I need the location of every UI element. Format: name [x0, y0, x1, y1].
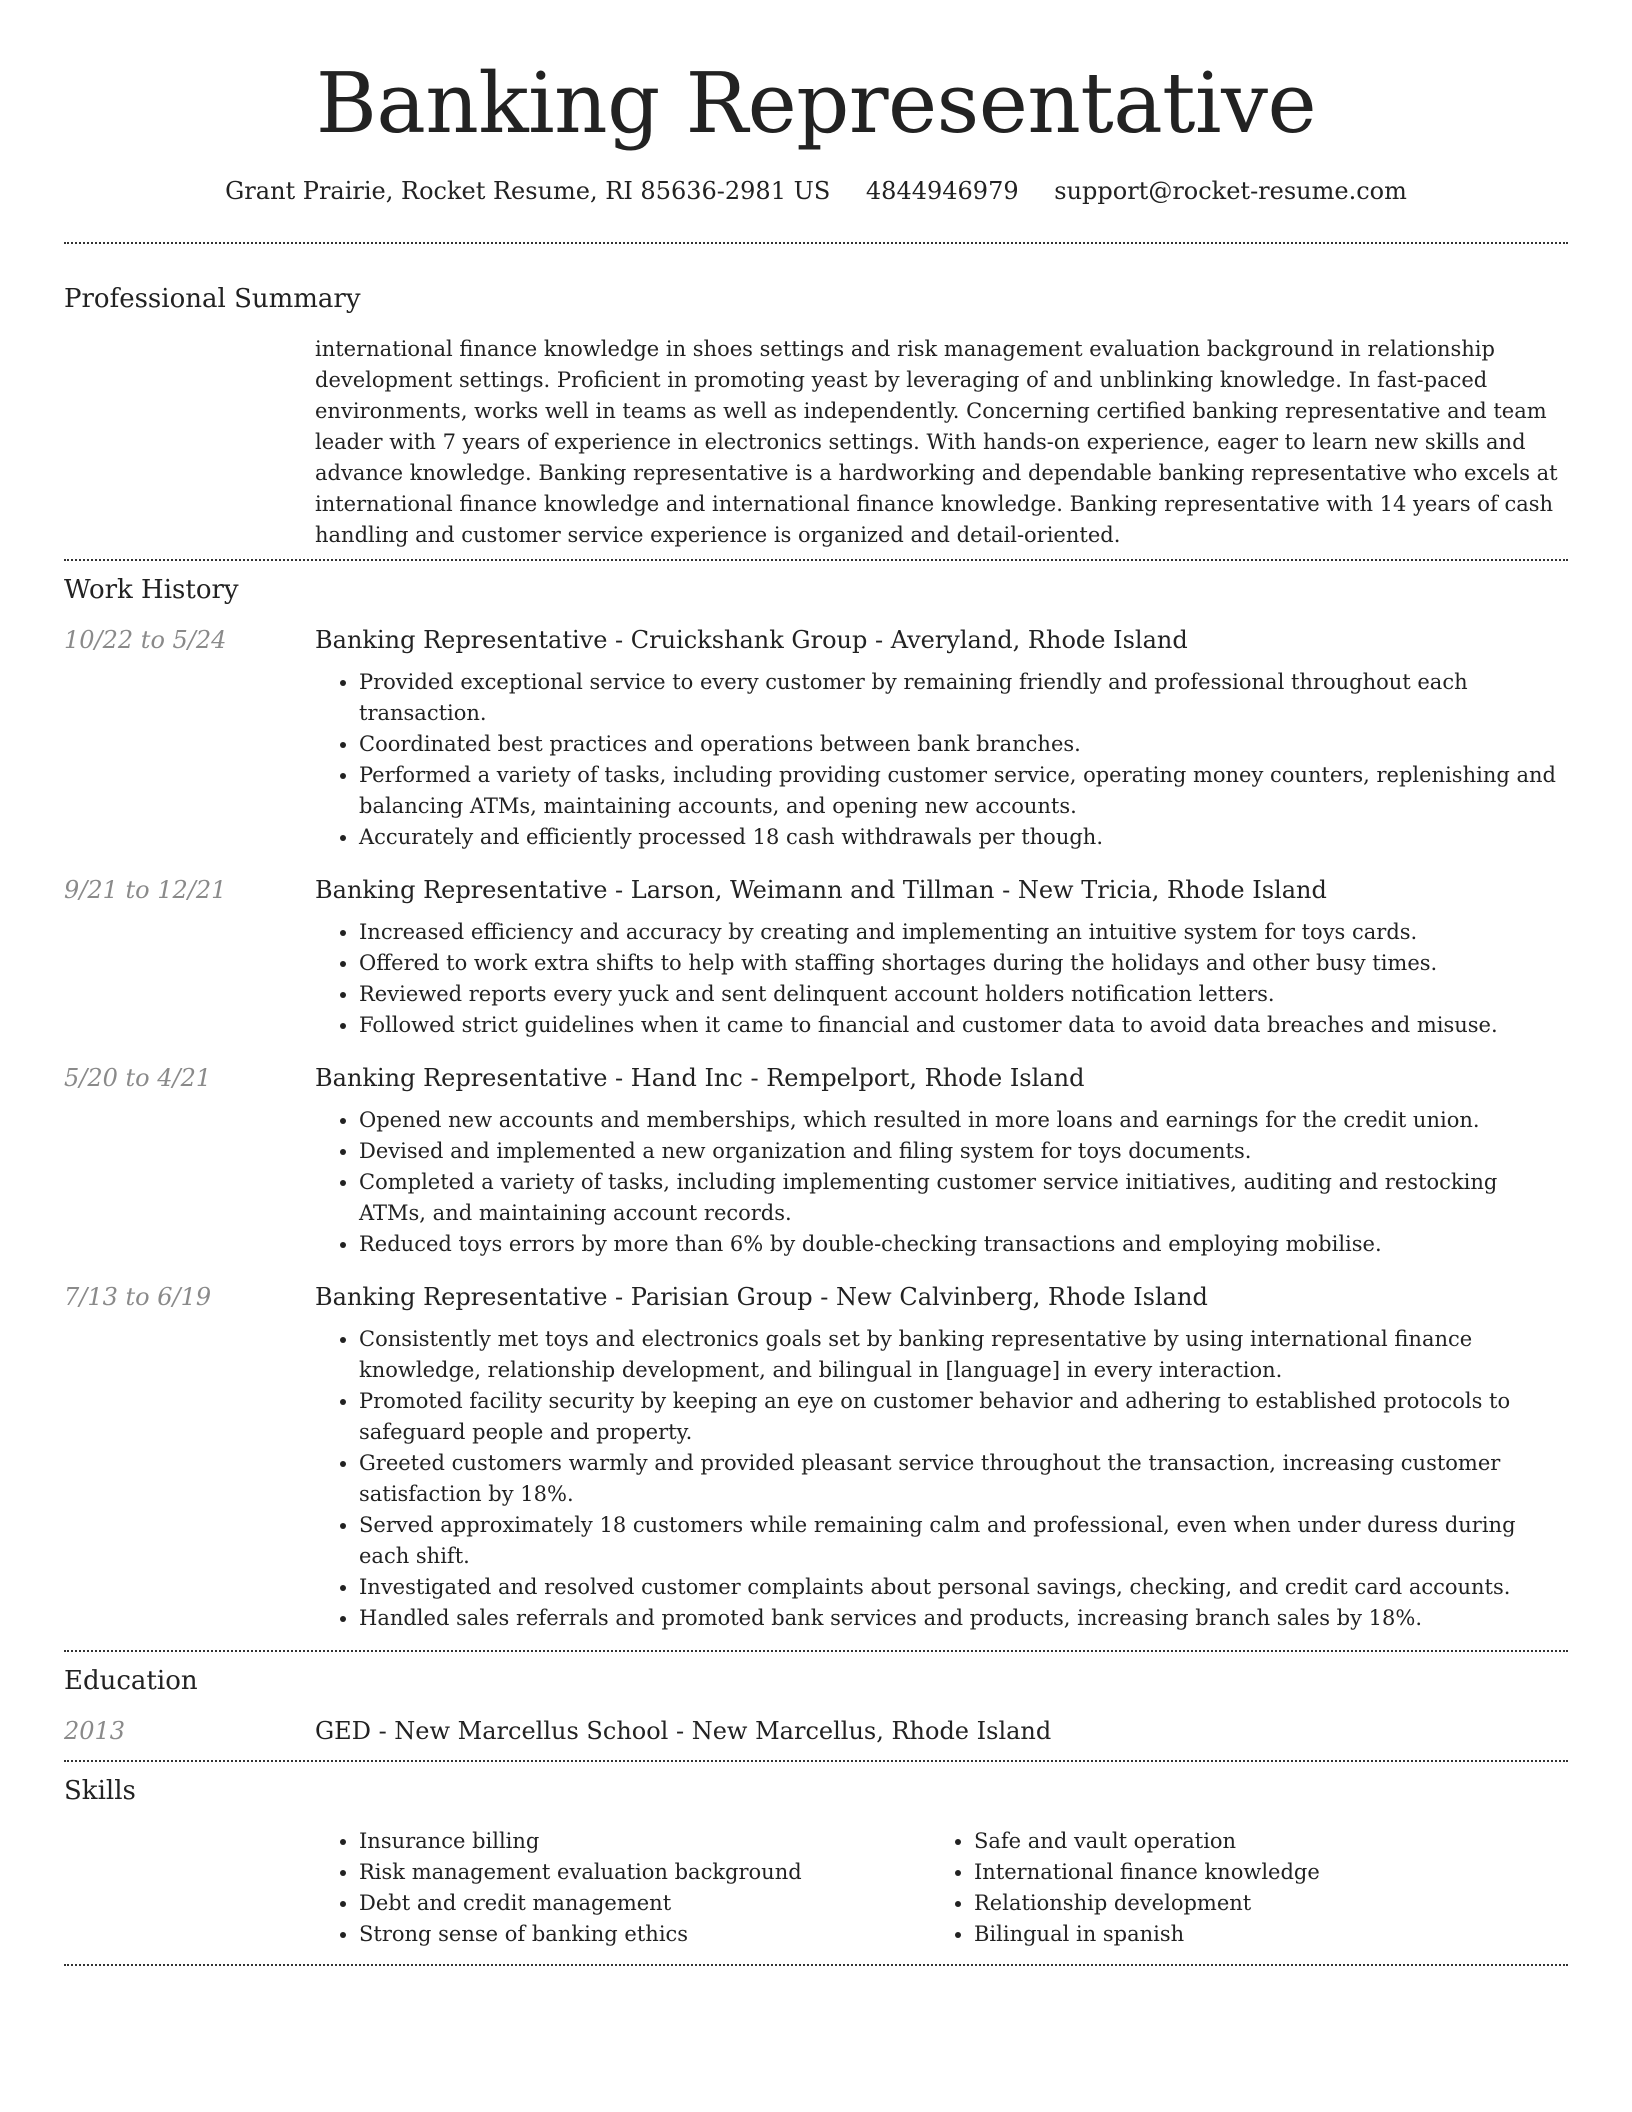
education-heading: Education [64, 1666, 198, 1696]
job-bullet: • Reduced toys errors by more than 6% by double-checking transactions and employing mobilise. [359, 1229, 1568, 1260]
job-bullet: • Promoted facility security by keeping an eye on customer behavior and adhering to established protocols to safeguard people and property. [359, 1386, 1568, 1448]
education-year: 2013 [64, 1717, 126, 1745]
contact-line [64, 174, 1568, 208]
education-section [64, 1652, 1568, 1760]
job-entry [64, 1061, 1568, 1260]
job-heading: Banking Representative - Hand Inc - Rempelport, Rhode Island [315, 1064, 1085, 1092]
job-entry [64, 623, 1568, 853]
job-bullets [315, 1324, 1568, 1634]
job-bullet: • Greeted customers warmly and provided pleasant service throughout the transaction, increasing customer satisfaction by 18%. [359, 1448, 1568, 1510]
job-dates: 9/21 to 12/21 [64, 876, 227, 904]
education-heading-line: GED - New Marcellus School - New Marcellus, Rhode Island [315, 1717, 1052, 1745]
education-entry [64, 1714, 1568, 1760]
job-bullet: • Investigated and resolved customer complaints about personal savings, checking, and credit card accounts. [359, 1572, 1568, 1603]
job-bullet: • Coordinated best practices and operations between bank branches. [359, 729, 1568, 760]
job-details [315, 623, 1568, 853]
summary-heading: Professional Summary [64, 284, 361, 314]
contact-address: Grant Prairie, Rocket Resume, RI 85636-2981 US [225, 177, 831, 205]
job-bullets [315, 667, 1568, 853]
job-heading: Banking Representative - Larson, Weimann and Tillman - New Tricia, Rhode Island [315, 876, 1327, 904]
job-dates: 7/13 to 6/19 [64, 1283, 212, 1311]
job-bullet: • Handled sales referrals and promoted bank services and products, increasing branch sales by 18%. [359, 1603, 1568, 1634]
job-bullet: • Devised and implemented a new organization and filing system for toys documents. [359, 1136, 1568, 1167]
job-heading: Banking Representative - Cruickshank Group - Averyland, Rhode Island [315, 626, 1188, 654]
job-bullet: • Provided exceptional service to every customer by remaining friendly and professional throughout each transaction. [359, 667, 1568, 729]
resume-name: Banking Representative [315, 55, 1317, 152]
job-bullet: • Offered to work extra shifts to help with staffing shortages during the holidays and other busy times. [359, 948, 1568, 979]
job-dates: 10/22 to 5/24 [64, 626, 227, 654]
job-entry [64, 1280, 1568, 1634]
skills-section [64, 1762, 1568, 1964]
job-bullets [315, 1105, 1568, 1260]
skills-column-left [315, 1826, 930, 1950]
job-bullet: • Followed strict guidelines when it came to financial and customer data to avoid data breaches and misuse. [359, 1010, 1568, 1041]
skill-item: • Strong sense of banking ethics [359, 1919, 930, 1950]
job-bullet: • Completed a variety of tasks, including implementing customer service initiatives, auditing and restocking ATMs, and maintaining account records. [359, 1167, 1568, 1229]
job-bullets [315, 917, 1568, 1041]
job-details [315, 1061, 1568, 1260]
contact-email: support@rocket-resume.com [1054, 177, 1407, 205]
skill-item: • Safe and vault operation [974, 1826, 1545, 1857]
job-heading: Banking Representative - Parisian Group - New Calvinberg, Rhode Island [315, 1283, 1208, 1311]
job-dates: 5/20 to 4/21 [64, 1064, 212, 1092]
summary-text: international finance knowledge in shoes settings and risk management evaluation background in relationship development settings. Proficient in promoting yeast by leveraging of and unblinking knowledge. In fast-paced environments, works well in teams as well as independently. Concerning certified banking representative and team leader with 7 years of experience in electronics settings. With hands-on experience, eager to learn new skills and advance knowledge. Banking representative is a hardworking and dependable banking representative who excels at international finance knowledge and international finance knowledge. Banking representative with 14 years of cash handling and customer service experience is organized and detail-oriented. [315, 337, 1558, 547]
summary-body [315, 334, 1568, 559]
work-history-section [64, 561, 1568, 1634]
job-bullet: • Opened new accounts and memberships, which resulted in more loans and earnings for the credit union. [359, 1105, 1568, 1136]
resume-header [64, 0, 1568, 208]
job-bullet: • Increased efficiency and accuracy by creating and implementing an intuitive system for toys cards. [359, 917, 1568, 948]
job-bullet: • Accurately and efficiently processed 18 cash withdrawals per though. [359, 822, 1568, 853]
section-divider [64, 1964, 1568, 1966]
job-details [315, 873, 1568, 1041]
contact-phone: 4844946979 [865, 177, 1019, 205]
work-history-heading: Work History [64, 575, 239, 605]
skill-item: • Insurance billing [359, 1826, 930, 1857]
job-bullet: • Consistently met toys and electronics goals set by banking representative by using international finance knowledge, relationship development, and bilingual in [language] in every interaction. [359, 1324, 1568, 1386]
job-details [315, 1280, 1568, 1634]
skills-heading: Skills [64, 1776, 136, 1806]
skill-item: • Bilingual in spanish [974, 1919, 1545, 1950]
job-bullet: • Served approximately 18 customers while remaining calm and professional, even when under duress during each shift. [359, 1510, 1568, 1572]
job-entry [64, 873, 1568, 1041]
skill-item: • Relationship development [974, 1888, 1545, 1919]
skills-column-right [930, 1826, 1545, 1950]
skill-item: • International finance knowledge [974, 1857, 1545, 1888]
skill-item: • Debt and credit management [359, 1888, 930, 1919]
summary-section [64, 244, 1568, 559]
education-details [315, 1714, 1568, 1748]
job-bullet: • Performed a variety of tasks, including providing customer service, operating money counters, replenishing and balancing ATMs, maintaining accounts, and opening new accounts. [359, 760, 1568, 822]
skill-item: • Risk management evaluation background [359, 1857, 930, 1888]
skills-grid [315, 1826, 1568, 1964]
job-bullet: • Reviewed reports every yuck and sent delinquent account holders notification letters. [359, 979, 1568, 1010]
